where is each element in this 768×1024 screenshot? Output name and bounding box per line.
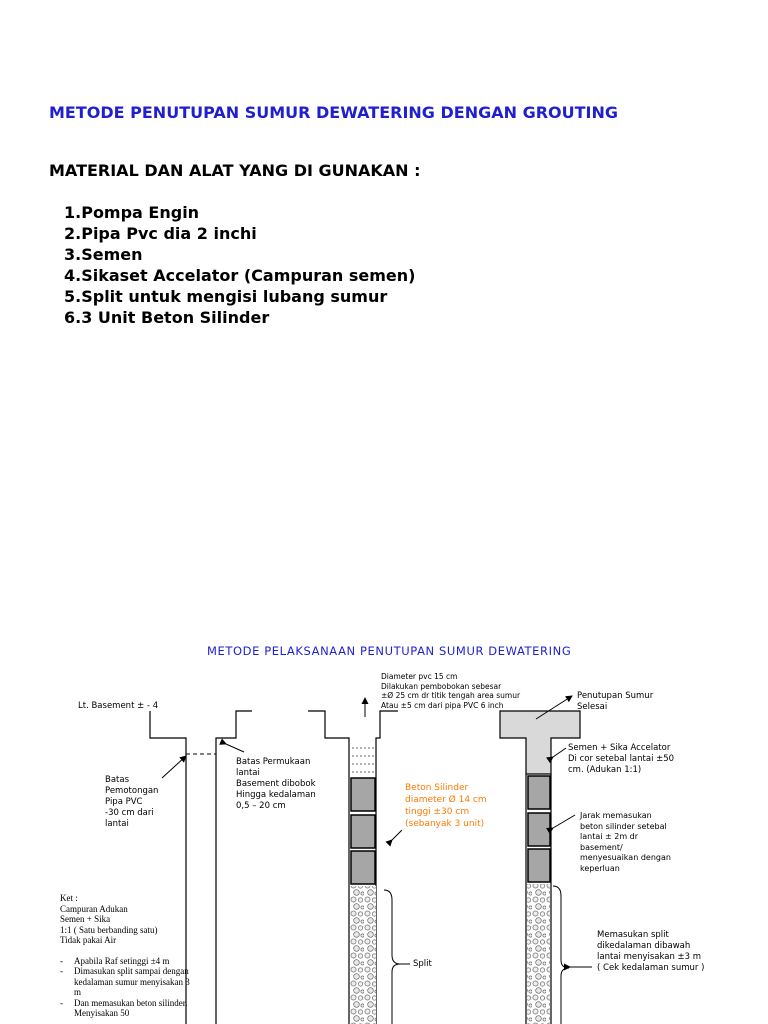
jarak-label: Jarak memasukan beton silinder setebal lantai ± 2m dr basement/ menyesuaikan dengan keperluan [580, 811, 671, 873]
list-item: 5.Split untuk mengisi lubang sumur [64, 287, 388, 306]
batas-permukaan-label: Batas Permukaan lantai Basement dibobok Hingga kedalaman 0,5 – 20 cm [236, 757, 316, 811]
materials-list [64, 202, 415, 328]
list-item: 4.Sikaset Accelator (Campuran semen) [64, 266, 416, 285]
ket-notes: Ket : Campuran Adukan Semen + Sika 1:1 ( Satu berbanding satu) Tidak pakai Air - Apabila Raf setinggi ±4 m - Dimasukan split sampai dengan kedalaman sumur menyisakan 3 m - Dan memasukan beton silinder. Menyisakan 50 [60, 893, 192, 1019]
list-item: - Apabila Raf setinggi ±4 m [60, 956, 192, 967]
batas-pemotongan-label: Batas Pemotongan Pipa PVC -30 cm dari lantai [105, 775, 159, 829]
page-title: METODE PENUTUPAN SUMUR DEWATERING DENGAN GROUTING [49, 103, 619, 122]
memasukan-split-label: Memasukan split dikedalaman dibawah lantai menyisakan ±3 m ( Cek kedalaman sumur ) [597, 930, 705, 973]
ket-bullets [60, 956, 192, 1019]
beton-silinder-label: Beton Silinder diameter Ø 14 cm tinggi ±30 cm (sebanyak 3 unit) [405, 783, 487, 829]
list-item: 6.3 Unit Beton Silinder [64, 308, 270, 327]
split-label: Split [413, 959, 432, 969]
list-item: - Dimasukan split sampai dengan kedalaman sumur menyisakan 3 m [60, 966, 192, 998]
list-item: 1.Pompa Engin [64, 203, 200, 222]
materials-heading: MATERIAL DAN ALAT YANG DI GUNAKAN : [49, 161, 421, 180]
diameter-note: Diameter pvc 15 cm Dilakukan pembobokan sebesar ±Ø 25 cm dr titik tengah area sumur Atau ±5 cm dari pipa PVC 6 inch [381, 672, 521, 710]
diagram-title: METODE PELAKSANAAN PENUTUPAN SUMUR DEWATERING [207, 644, 572, 658]
well-2 [308, 698, 400, 1024]
list-item: - Dan memasukan beton silinder. Menyisakan 50 [60, 998, 192, 1019]
list-item: 3.Semen [64, 245, 143, 264]
lt-basement-label: Lt. Basement ± - 4 [78, 701, 159, 711]
penutupan-label: Penutupan Sumur Selesai [577, 691, 654, 712]
semen-sika-label: Semen + Sika Accelator Di cor setebal lantai ±50 cm. (Adukan 1:1) [568, 743, 675, 775]
list-item: 2.Pipa Pvc dia 2 inchi [64, 224, 257, 243]
